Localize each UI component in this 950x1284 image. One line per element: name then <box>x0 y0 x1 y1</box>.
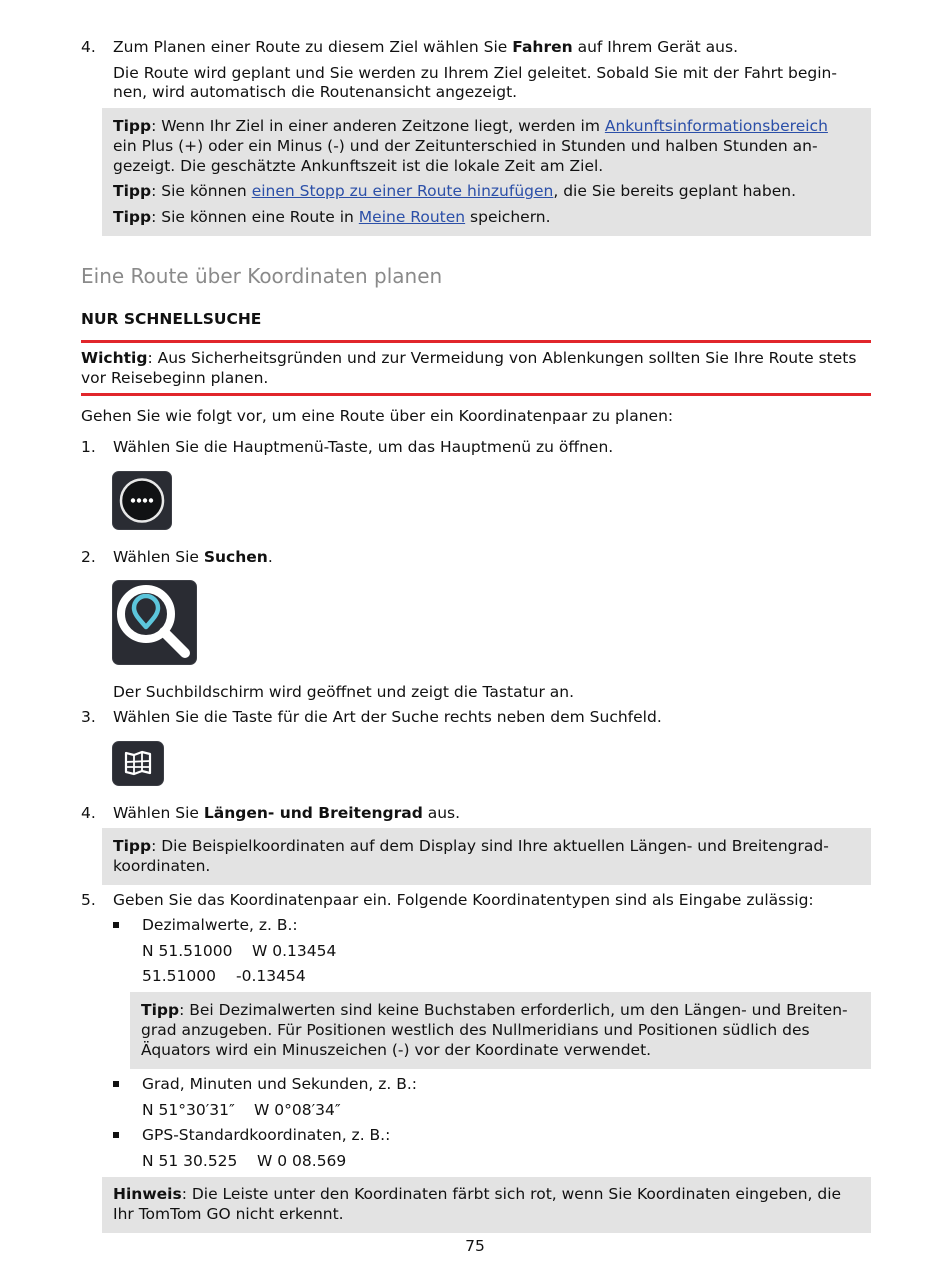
coordinate-example: W 0°08′34″ <box>254 1101 341 1119</box>
tip-line: Tipp: Wenn Ihr Ziel in einer anderen Zeitzone liegt, werden im Ankunftsinformationsbereich <box>113 117 828 135</box>
step-text: Wählen Sie Längen- und Breitengrad aus. <box>113 804 461 822</box>
section-subheading: NUR SCHNELLSUCHE <box>81 310 262 328</box>
tip-line: Tipp: Sie können einen Stopp zu einer Route hinzufügen, die Sie bereits geplant haben. <box>113 182 797 200</box>
bullet-label: GPS-Standardkoordinaten, z. B.: <box>142 1126 391 1144</box>
bullet-marker <box>113 922 119 928</box>
tip-line: Äquators wird ein Minuszeichen (-) vor der Koordinate verwendet. <box>141 1041 652 1059</box>
step-text: Wählen Sie Suchen. <box>113 548 273 566</box>
warning-rule-bottom <box>81 393 871 396</box>
step-result-text: Der Suchbildschirm wird geöffnet und zeigt die Tastatur an. <box>113 683 575 701</box>
page-number: 75 <box>465 1237 485 1255</box>
tip-line: ein Plus (+) oder ein Minus (-) und der Zeitunterschied in Stunden und halben Stunden an- <box>113 137 818 155</box>
hint-line: Hinweis: Die Leiste unter den Koordinaten färbt sich rot, wenn Sie Koordinaten eingeben, die <box>113 1185 842 1203</box>
tip-line: koordinaten. <box>113 857 211 875</box>
coordinate-example: 51.51000 <box>142 967 216 985</box>
coordinate-example: W 0 08.569 <box>257 1152 347 1170</box>
step-text: Wählen Sie die Hauptmenü-Taste, um das Hauptmenü zu öffnen. <box>113 438 614 456</box>
link-add-stop[interactable]: einen Stopp zu einer Route hinzufügen <box>251 182 554 200</box>
step-text: Wählen Sie die Taste für die Art der Suche rechts neben dem Suchfeld. <box>113 708 662 726</box>
bullet-marker <box>113 1081 119 1087</box>
step-number: 1. <box>81 438 96 456</box>
step-text: Geben Sie das Koordinatenpaar ein. Folgende Koordinatentypen sind als Eingabe zulässig: <box>113 891 814 909</box>
tip-line: grad anzugeben. Für Positionen westlich des Nullmeridians und Positionen südlich des <box>141 1021 810 1039</box>
step-number: 2. <box>81 548 96 566</box>
search-icon <box>112 580 197 665</box>
tip-line: Tipp: Bei Dezimalwerten sind keine Buchstaben erforderlich, um den Längen- und Breiten- <box>141 1001 848 1019</box>
hint-line: Ihr TomTom GO nicht erkennt. <box>113 1205 344 1223</box>
link-ankunftsinformationsbereich[interactable]: Ankunftsinformationsbereich <box>604 117 828 135</box>
section-heading: Eine Route über Koordinaten planen <box>81 264 443 288</box>
step-description-line: Die Route wird geplant und Sie werden zu Ihrem Ziel geleitet. Sobald Sie mit der Fahrt begin- <box>113 64 837 82</box>
link-my-routes[interactable]: Meine Routen <box>358 208 466 226</box>
tip-line: gezeigt. Die geschätzte Ankunftszeit ist die lokale Zeit am Ziel. <box>113 157 604 175</box>
tip-line: Tipp: Die Beispielkoordinaten auf dem Display sind Ihre aktuellen Längen- und Breitengrad- <box>113 837 829 855</box>
search-type-map-icon <box>112 741 164 786</box>
step-number: 4. <box>81 38 96 56</box>
tip-line: Tipp: Sie können eine Route in Meine Routen speichern. <box>113 208 551 226</box>
coordinate-example: N 51.51000 <box>142 942 233 960</box>
step-number: 3. <box>81 708 96 726</box>
main-menu-icon <box>112 471 172 530</box>
coordinate-example: -0.13454 <box>236 967 306 985</box>
warning-line: vor Reisebeginn planen. <box>81 369 269 387</box>
bullet-marker <box>113 1132 119 1138</box>
step-number: 4. <box>81 804 96 822</box>
intro-text: Gehen Sie wie folgt vor, um eine Route über ein Koordinatenpaar zu planen: <box>81 407 674 425</box>
bullet-label: Grad, Minuten und Sekunden, z. B.: <box>142 1075 418 1093</box>
step-text: Zum Planen einer Route zu diesem Ziel wählen Sie Fahren auf Ihrem Gerät aus. <box>113 38 739 56</box>
coordinate-example: W 0.13454 <box>252 942 337 960</box>
warning-line: Wichtig: Aus Sicherheitsgründen und zur Vermeidung von Ablenkungen sollten Sie Ihre Route stets <box>81 349 857 367</box>
warning-rule-top <box>81 340 871 343</box>
coordinate-example: N 51 30.525 <box>142 1152 238 1170</box>
step-description-line: nen, wird automatisch die Routenansicht angezeigt. <box>113 83 518 101</box>
coordinate-example: N 51°30′31″ <box>142 1101 235 1119</box>
step-number: 5. <box>81 891 96 909</box>
bullet-label: Dezimalwerte, z. B.: <box>142 916 298 934</box>
